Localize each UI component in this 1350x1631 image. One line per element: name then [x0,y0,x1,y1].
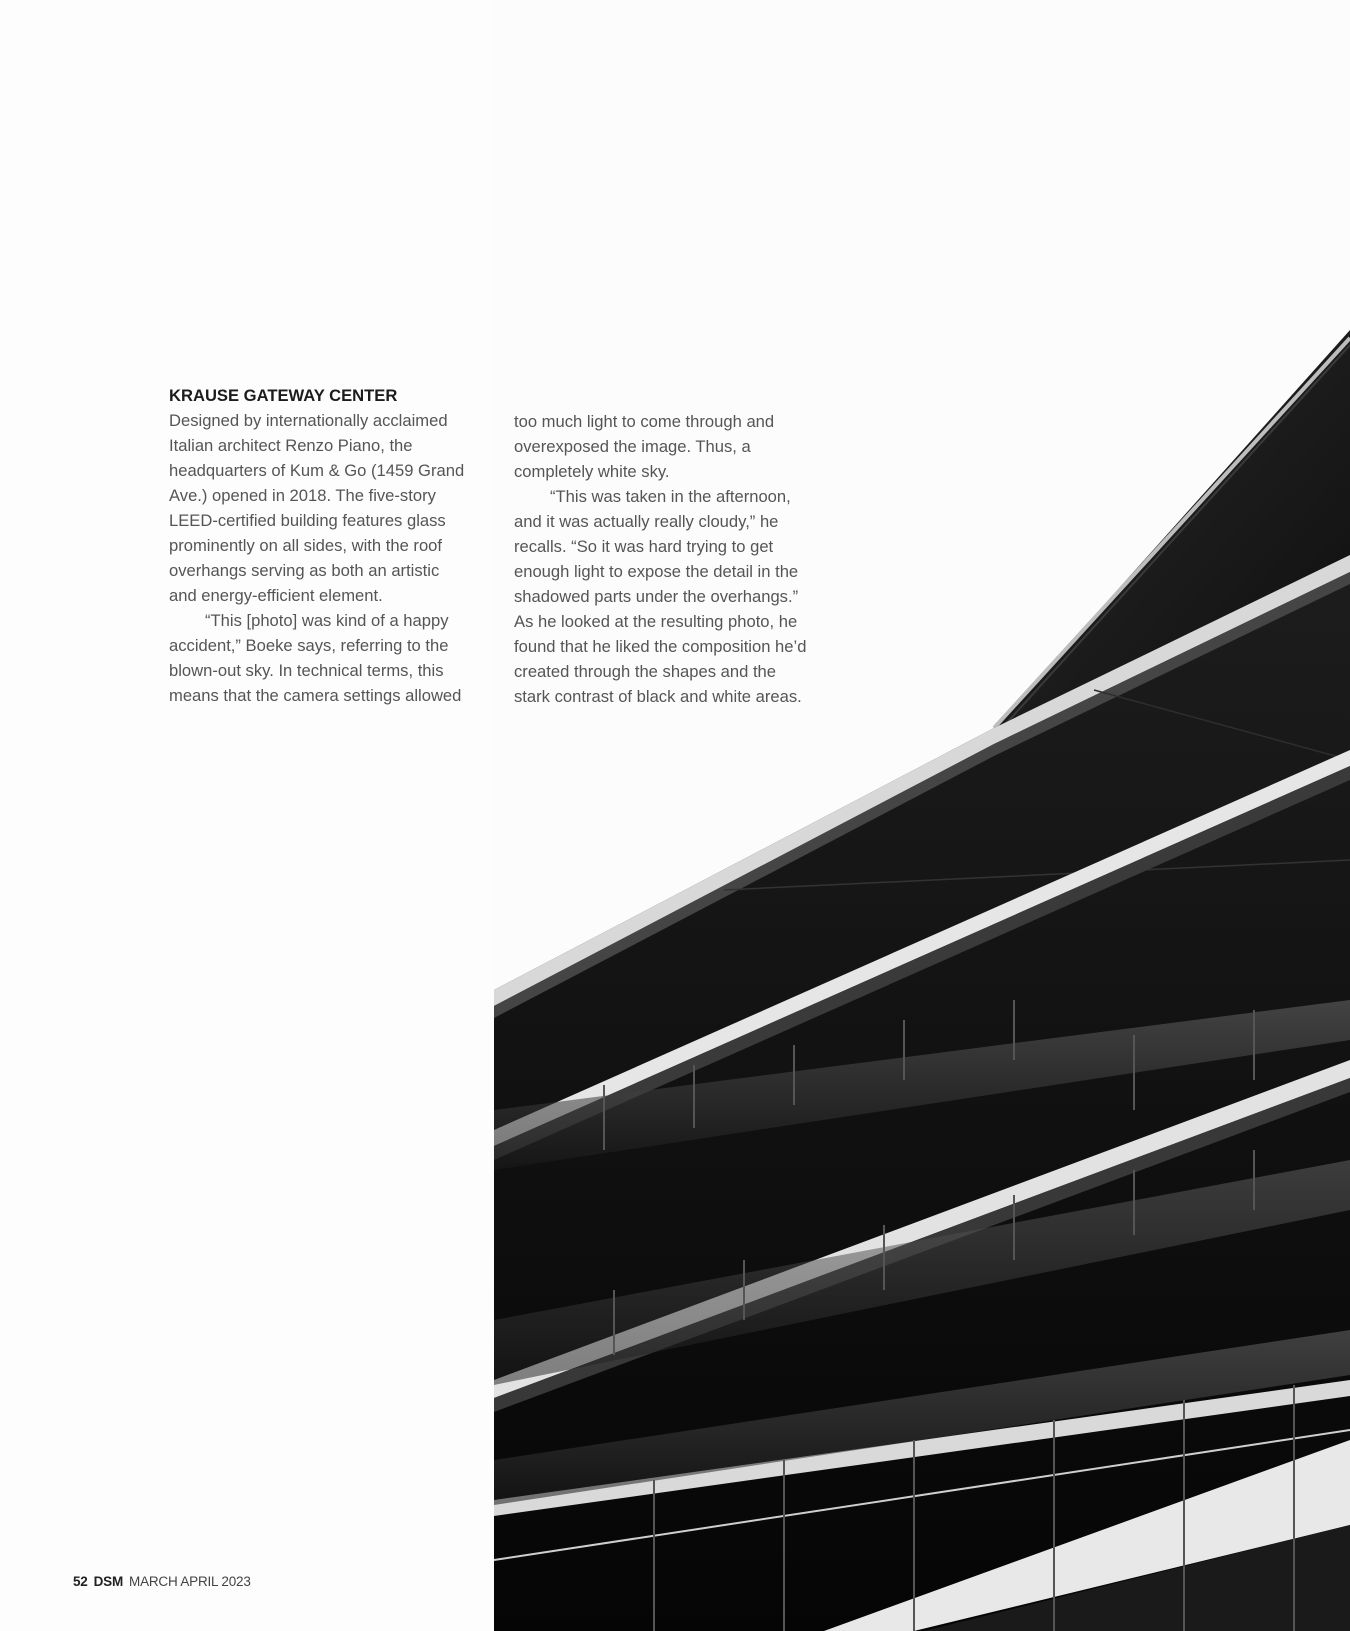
page-number: 52 [73,1574,88,1589]
article-heading: KRAUSE GATEWAY CENTER [169,386,398,405]
article-paragraph: Designed by internationally acclaimed Italian architect Renzo Piano, the headquarters of Kum & Go (1459 Grand Ave.) opened in 2018. The five-story LEED-certified building features glass prominently on all sides, with the roof overhangs serving as both an artistic and energy-efficient element. [169,411,465,605]
building-photo-graphic [494,0,1350,1631]
issue-date: MARCH APRIL 2023 [129,1574,251,1589]
article-column-left [169,383,469,708]
magazine-name: DSM [93,1574,124,1589]
article-paragraph: “This [photo] was kind of a happy accident,” Boeke says, referring to the blown-out sky. In technical terms, this means that the camera settings allowed [169,611,462,705]
building-photo [494,0,1350,1631]
page-folio [73,1574,251,1589]
article-paragraph: “This was taken in the afternoon, and it was actually really cloudy,” he recalls. “So it was hard trying to get enough light to expose the detail in the shadowed parts under the overhangs.” As he looked at the resulting photo, he found that he liked the composition he’d created through the shapes and the stark contrast of black and white areas. [514,487,807,706]
article-column-right [514,409,814,709]
article-paragraph: too much light to come through and overexposed the image. Thus, a completely white sky. [514,412,775,481]
